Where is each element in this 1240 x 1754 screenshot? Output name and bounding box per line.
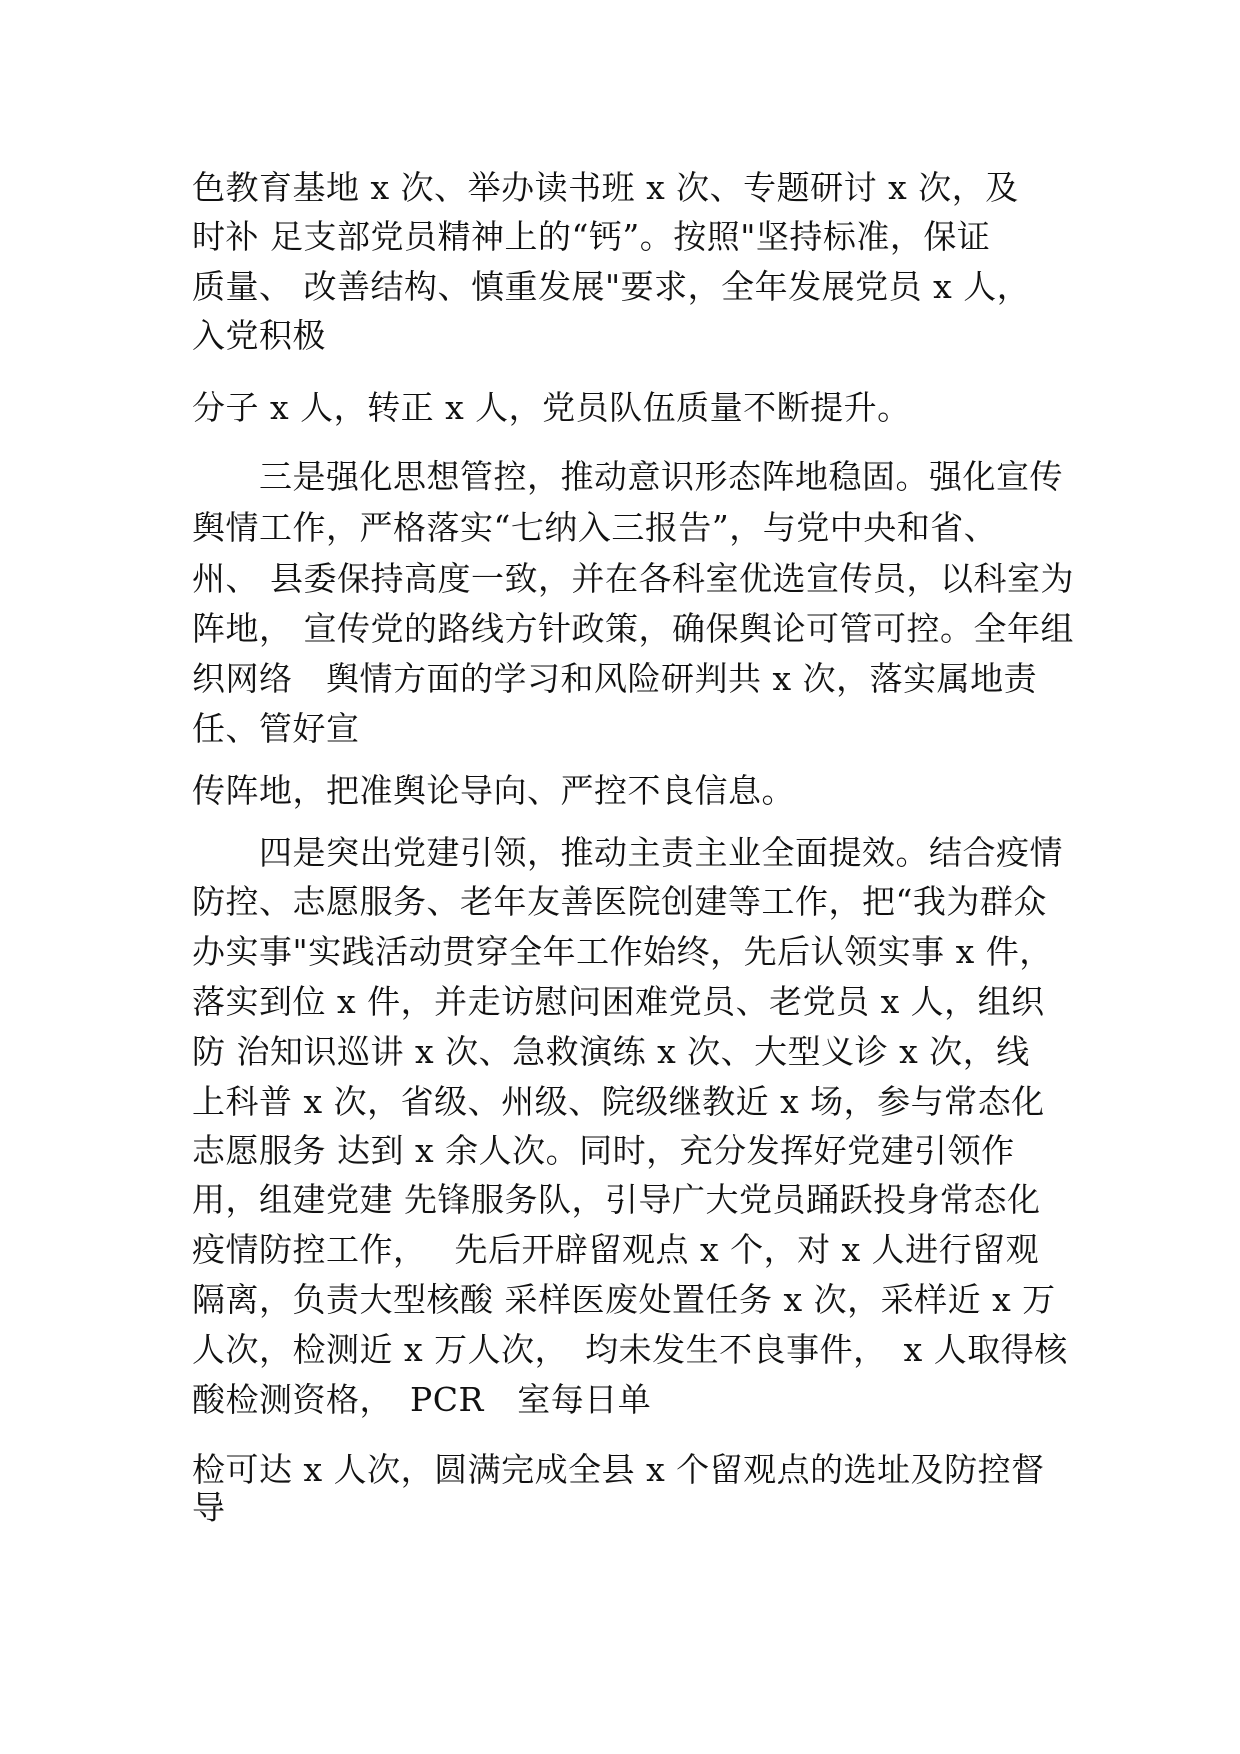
text-line: 任、管好宣 [192,709,360,748]
text-line: 导 [192,1488,226,1527]
text-line: 质量、 改善结构、慎重发展"要求，全年发展党员 x 人， [192,267,1031,306]
text-line: 志愿服务 达到 x 余人次。同时，充分发挥好党建引领作 [192,1131,1015,1170]
text-line: 传阵地，把准舆论导向、严控不良信息。 [192,771,795,810]
text-line: 隔离，负责大型核酸 采样医废处置任务 x 次，采样近 x 万 [192,1280,1056,1319]
text-line: 酸检测资格， PCR 室每日单 [192,1380,652,1419]
text-line: 防 治知识巡讲 x 次、急救演练 x 次、大型义诊 x 次，线 [192,1032,1030,1071]
text-line: 检可达 x 人次，圆满完成全县 x 个留观点的选址及防控督 [192,1450,1045,1489]
text-line: 用，组建党建 先锋服务队，引导广大党员踊跃投身常态化 [192,1180,1041,1219]
text-line: 上科普 x 次，省级、州级、院级继教近 x 场，参与常态化 [192,1082,1045,1121]
text-line: 疫情防控工作， 先后开辟留观点 x 个，对 x 人进行留观 [192,1230,1040,1269]
text-line: 落实到位 x 件，并走访慰问困难党员、老党员 x 人，组织 [192,982,1045,1021]
paragraph-start: 四是突出党建引领，推动主责主业全面提效。结合疫情 [192,833,1063,872]
text-line: 州、 县委保持高度一致，并在各科室优选宣传员，以科室为 [192,559,1074,598]
text-line: 分子 x 人，转正 x 人，党员队伍质量不断提升。 [192,388,911,427]
paragraph-start: 三是强化思想管控，推动意识形态阵地稳固。强化宣传 [192,457,1063,496]
text-line: 入党积极 [192,316,326,355]
text-line: 人次，检测近 x 万人次， 均未发生不良事件， x 人取得核 [192,1330,1068,1369]
text-line: 时补 足支部党员精神上的“钙”。按照"坚持标准，保证 [192,217,991,256]
text-line: 织网络 舆情方面的学习和风险研判共 x 次，落实属地责 [192,659,1038,698]
text-line: 舆情工作，严格落实“七纳入三报告”，与党中央和省、 [192,508,998,547]
text-line: 阵地， 宣传党的路线方针政策，确保舆论可管可控。全年组 [192,609,1074,648]
text-line: 防控、志愿服务、老年友善医院创建等工作，把“我为群众 [192,882,1047,921]
text-line: 色教育基地 x 次、举办读书班 x 次、专题研讨 x 次，及 [192,168,1019,207]
text-line: 办实事"实践活动贯穿全年工作始终，先后认领实事 x 件， [192,932,1053,971]
